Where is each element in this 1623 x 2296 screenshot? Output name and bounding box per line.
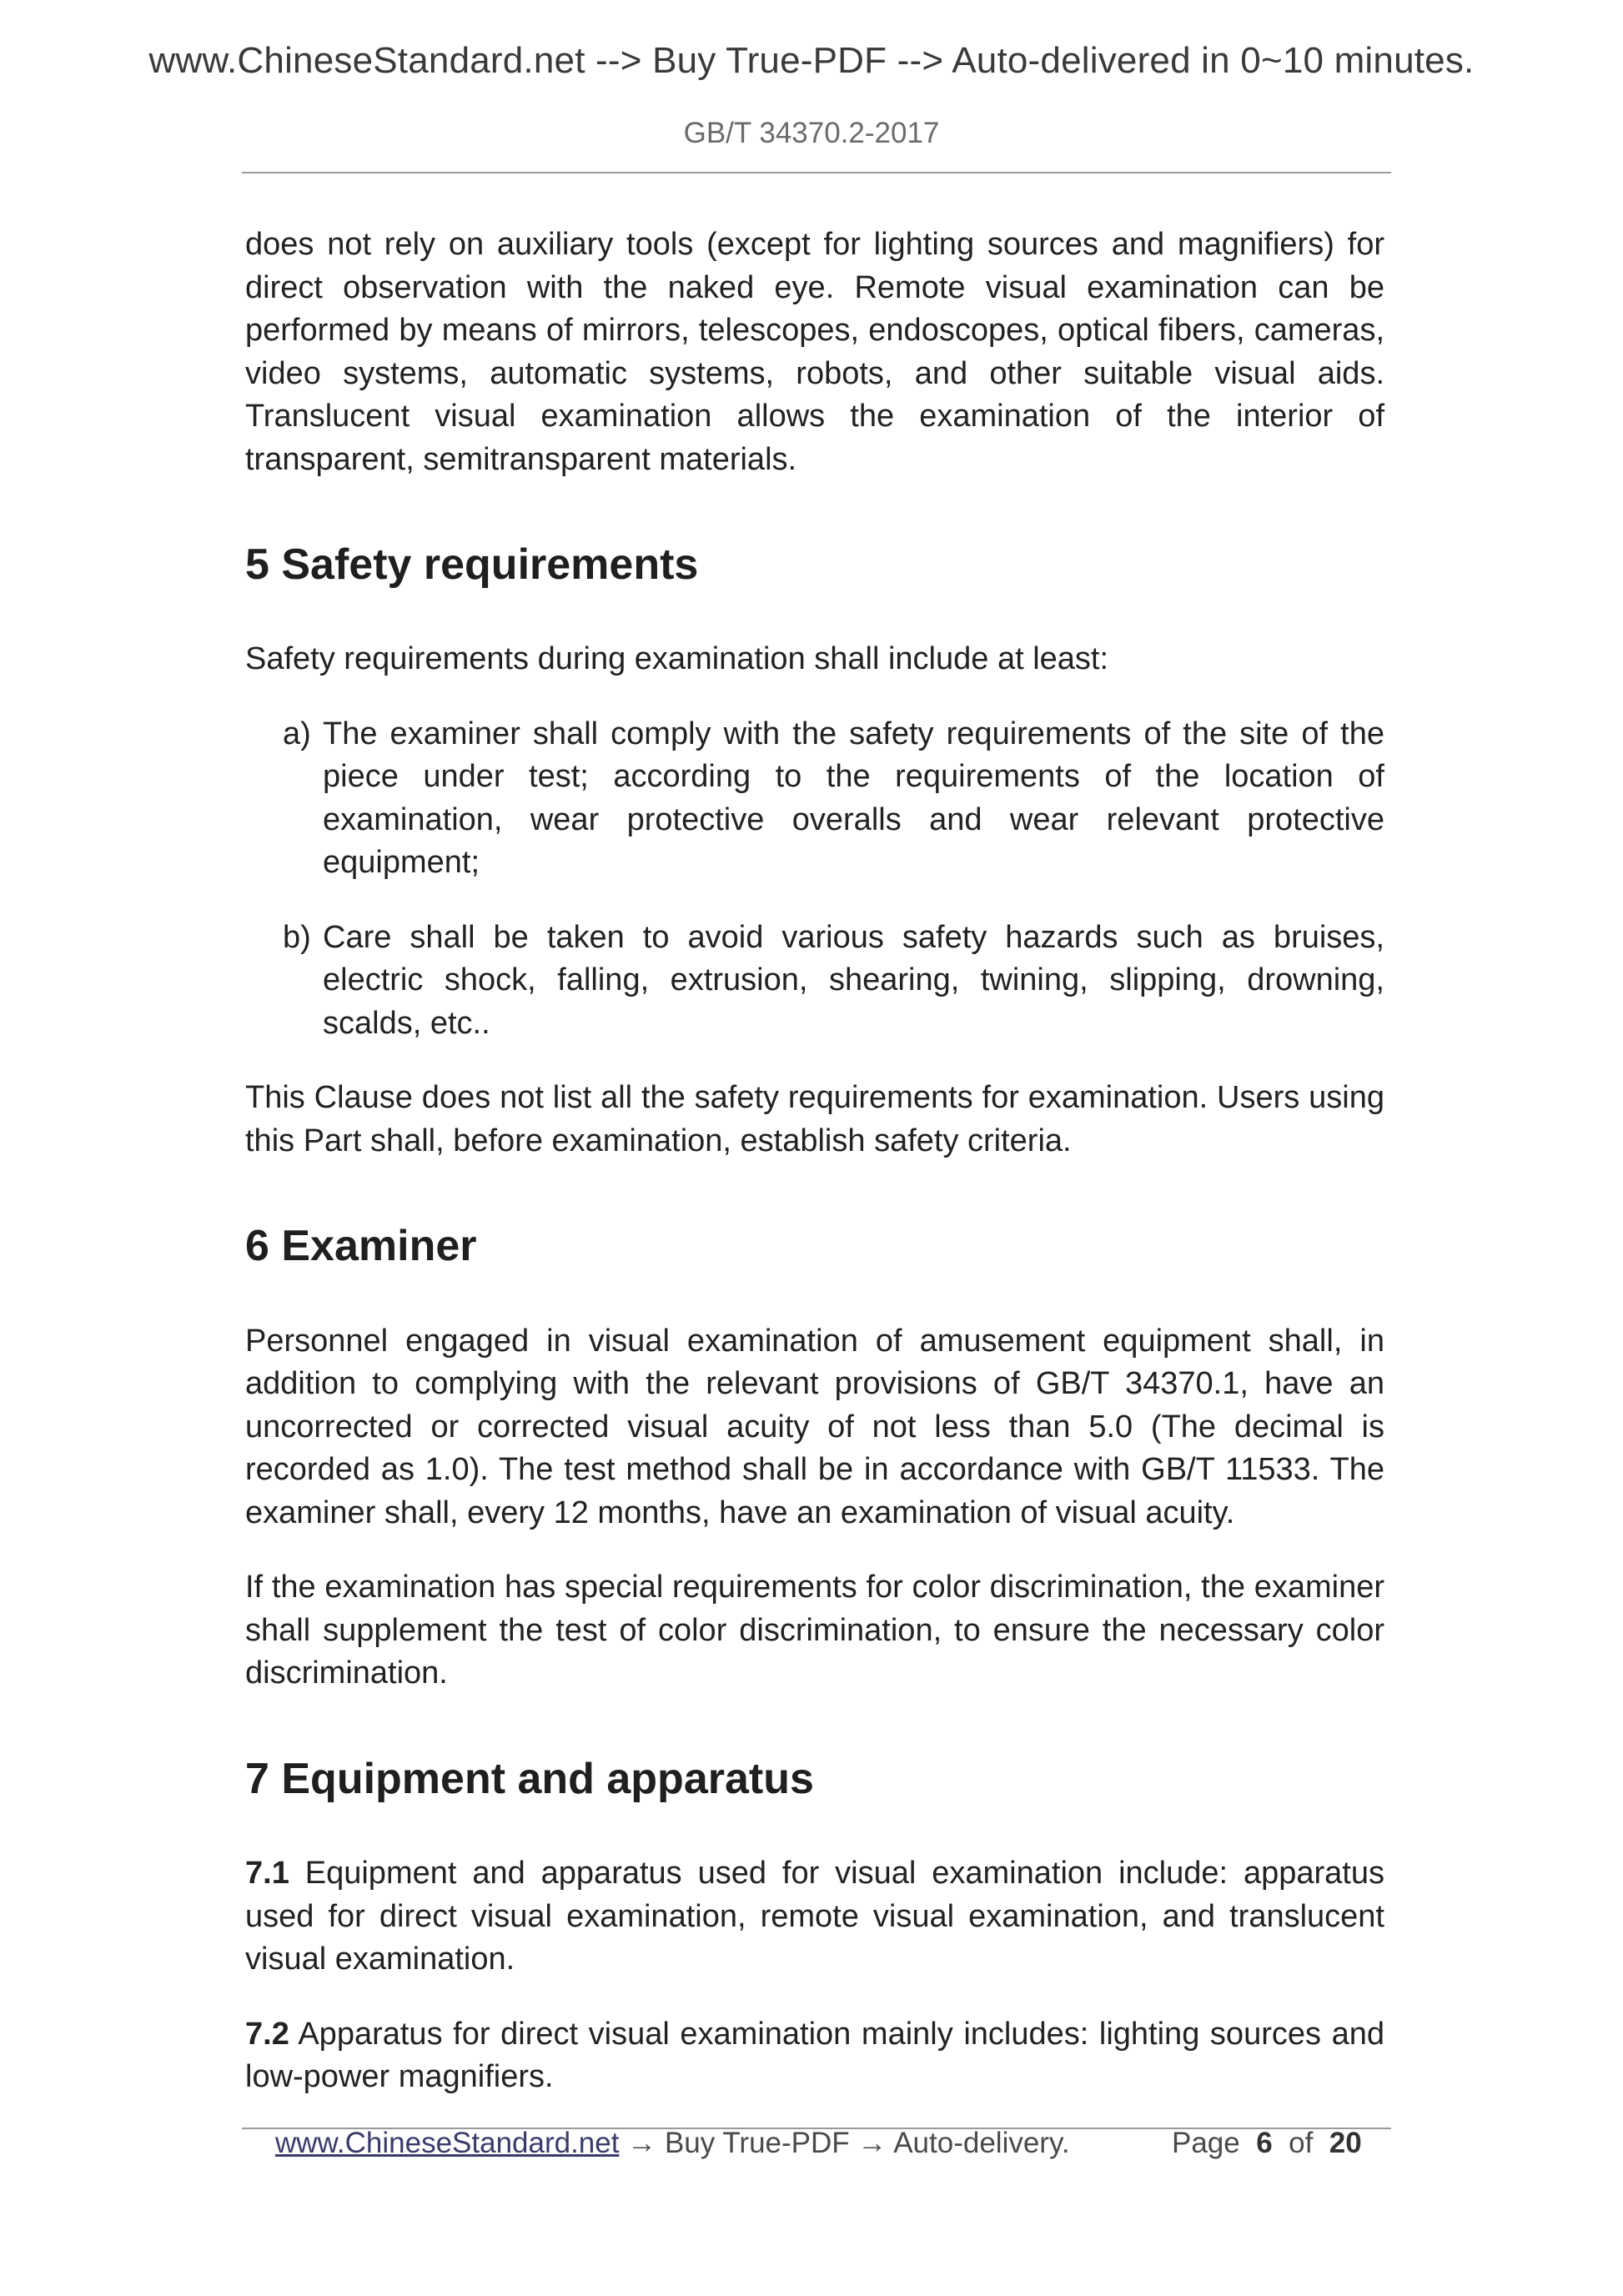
intro-paragraph: does not rely on auxiliary tools (except for lighting sources and magnifiers) for direct observation with the naked eye. Remote visual examination can be performed by means of mirrors, telescopes, endoscopes, optical fibers, cameras, video systems, automatic systems, robots, and other suitable visual aids. Translucent visual examination allows the examination of the interior of transparent, semitransparent materials. — [245, 227, 1384, 477]
current-page: 6 — [1256, 2127, 1273, 2159]
standard-code: GB/T 34370.2-2017 — [683, 117, 940, 149]
list-marker-b: b) — [283, 919, 311, 955]
page-label: Page — [1172, 2127, 1240, 2159]
header-divider — [242, 172, 1391, 173]
list-item-b-text: Care shall be taken to avoid various safety hazards such as bruises, electric shock, falling, extrusion, shearing, twining, slipping, drowning, scalds, etc.. — [323, 919, 1384, 1041]
clause-7-1-text: Equipment and apparatus used for visual examination include: apparatus used for direct visual examination, remote visual examination, and translucent visual examination. — [245, 1856, 1384, 1977]
clause-7-2 — [245, 2013, 1384, 2099]
page-number — [1172, 2127, 1362, 2160]
section-5-heading: 5 Safety requirements — [245, 540, 699, 589]
list-item-a — [245, 713, 1384, 885]
list-item-a-text: The examiner shall comply with the safety requirements of the site of the piece under test; according to the requirements of the location of examination, wear protective overalls and wear relevant protective equipment; — [323, 716, 1384, 881]
page-footer — [0, 2127, 1623, 2168]
footer-delivery-text: Auto-delivery. — [893, 2127, 1070, 2159]
list-item-b — [245, 917, 1384, 1046]
section-6-heading: 6 Examiner — [245, 1222, 477, 1271]
clause-7-2-number: 7.2 — [245, 2016, 289, 2052]
arrow-right-icon: → — [857, 2127, 887, 2159]
arrow-right-icon: → — [627, 2127, 657, 2159]
section-5-closing: This Clause does not list all the safety requirements for examination. Users using this Part shall, before examination, establish safety criteria. — [245, 1080, 1384, 1158]
footer-promo — [275, 2127, 1070, 2160]
clause-7-2-text: Apparatus for direct visual examination mainly includes: lighting sources and low-power magnifiers. — [245, 2016, 1384, 2095]
of-label: of — [1289, 2127, 1314, 2159]
total-pages: 20 — [1329, 2127, 1362, 2159]
clause-7-1-number: 7.1 — [245, 1856, 289, 1892]
header-banner: www.ChineseStandard.net --> Buy True-PDF --> Auto-delivered in 0~10 minutes. — [148, 40, 1475, 81]
clause-7-1 — [245, 1852, 1384, 1982]
footer-buy-text: Buy True-PDF — [664, 2127, 850, 2159]
section-6-paragraph-2: If the examination has special requirements for color discrimination, the examiner shall supplement the test of color discrimination, to ensure the necessary color discrimination. — [245, 1570, 1384, 1691]
section-7-heading: 7 Equipment and apparatus — [245, 1754, 814, 1803]
section-5-lead: Safety requirements during examination shall include at least: — [245, 641, 1109, 677]
footer-site-link[interactable]: www.ChineseStandard.net — [275, 2127, 620, 2159]
list-marker-a: a) — [283, 716, 311, 751]
page-body — [245, 224, 1384, 2099]
section-6-paragraph-1: Personnel engaged in visual examination of amusement equipment shall, in addition to complying with the relevant provisions of GB/T 34370.1, have an uncorrected or corrected visual acuity of not less than 5.0 (The decimal is recorded as 1.0). The test method shall be in accordance with GB/T 11533. The examiner shall, every 12 months, have an examination of visual acuity. — [245, 1323, 1384, 1530]
